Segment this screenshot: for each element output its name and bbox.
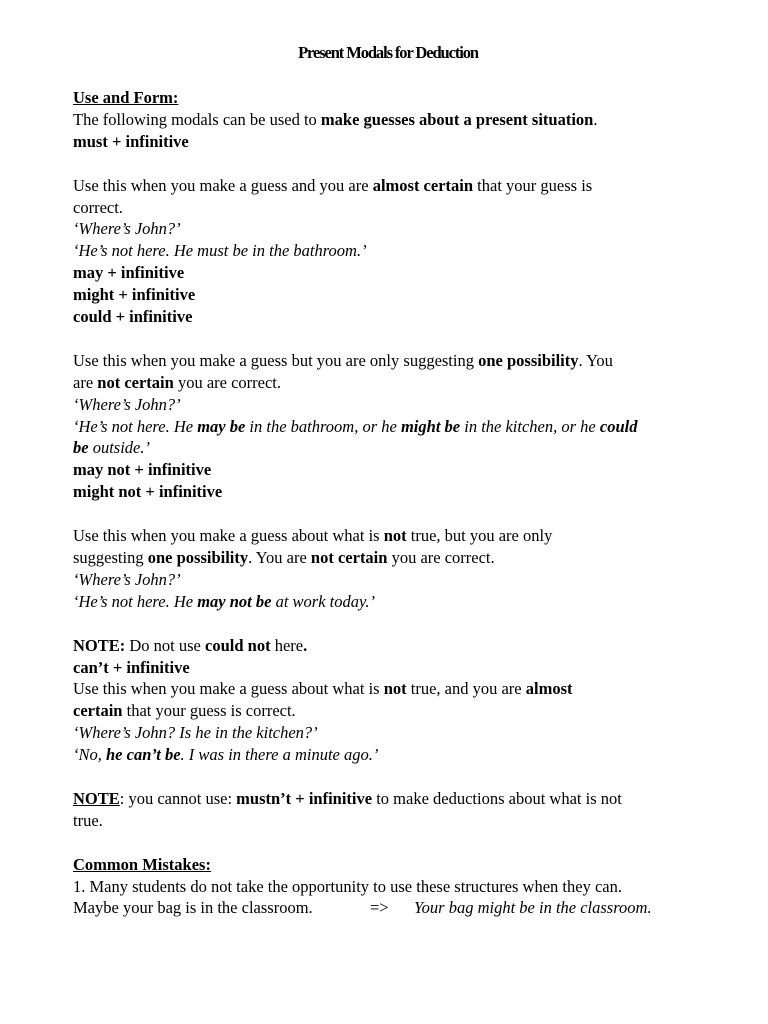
spacer [73, 766, 703, 788]
may-ex-b1: may be [197, 416, 246, 436]
use-form-intro [73, 109, 703, 131]
cant-ex-bold: he can’t be [106, 745, 181, 765]
may-description-line2 [73, 372, 703, 394]
must-example-question: ‘Where’s John?’ [73, 219, 181, 239]
must-example-answer: ‘He’s not here. He must be in the bathroom.’ [73, 241, 367, 261]
must-desc-post: that your guess is [473, 175, 593, 195]
may-not-d1-pre: Use this when you make a guess about what is [73, 526, 384, 546]
document-page [73, 40, 703, 919]
spacer [73, 503, 703, 525]
may-example-answer [73, 416, 703, 438]
may-not-form-heading: may not + infinitive [73, 460, 212, 480]
cant-description-line2 [73, 700, 703, 722]
spacer [73, 153, 703, 175]
note2-bold: mustn’t + infinitive [236, 788, 373, 808]
may-not-ex-post: at work today.’ [271, 591, 376, 611]
note-mustnt [73, 788, 703, 810]
must-description [73, 175, 703, 197]
mistake-item-1: 1. Many students do not take the opportunity to use these structures when they can. [73, 876, 622, 896]
may-not-ex-bold: may not be [197, 591, 272, 611]
note2-t1: : you cannot use: [119, 788, 237, 808]
cant-ex-pre: ‘No, [73, 745, 106, 765]
common-mistakes-heading [73, 854, 703, 876]
note2-t2: to make deductions about what is not [372, 788, 622, 808]
cant-example-question: ‘Where’s John? Is he in the kitchen?’ [73, 723, 318, 743]
may-ex-t1: ‘He’s not here. He [73, 416, 198, 436]
intro-text-bold: make guesses about a present situation [320, 109, 594, 129]
may-desc2-post: you are correct. [173, 372, 281, 392]
may-desc-pre: Use this when you make a guess but you are only suggesting [73, 350, 479, 370]
cant-d1-bold2: almost [525, 679, 573, 699]
use-form-heading-text: Use and Form: [73, 88, 179, 107]
note2-label: NOTE [73, 788, 120, 808]
could-form-heading: could + infinitive [73, 307, 193, 327]
cant-d2-bold: certain [73, 701, 123, 721]
might-not-form-heading: might not + infinitive [73, 482, 223, 502]
may-ex2-text: outside.’ [88, 438, 150, 458]
must-form-heading: must + infinitive [73, 131, 189, 151]
may-ex-t3: in the kitchen, or he [460, 416, 600, 436]
cant-d1-bold1: not [383, 679, 407, 699]
may-not-description-line2 [73, 547, 703, 569]
mistake-example-row [73, 897, 703, 919]
may-not-description [73, 525, 703, 547]
may-description [73, 350, 703, 372]
spacer [73, 832, 703, 854]
cant-form-heading: can’t + infinitive [73, 657, 190, 677]
note1-t2: here [270, 635, 304, 655]
may-desc2-bold: not certain [97, 372, 174, 392]
may-example-question: ‘Where’s John?’ [73, 394, 181, 414]
note1-label: NOTE: [73, 635, 126, 655]
may-desc-post: . You [578, 350, 613, 370]
may-not-d2-post: you are correct. [387, 547, 495, 567]
note1-bold: could not [205, 635, 271, 655]
may-not-d2-bold1: one possibility [147, 547, 249, 567]
intro-text-pre: The following modals can be used to [73, 109, 321, 129]
note1-dot: . [303, 635, 308, 655]
might-form-heading: might + infinitive [73, 285, 196, 305]
note-mustnt-line2: true. [73, 810, 103, 830]
may-form-heading: may + infinitive [73, 263, 185, 283]
may-ex-b2: might be [400, 416, 461, 436]
must-description-line2: correct. [73, 197, 123, 217]
cant-d1-mid: true, and you are [406, 679, 526, 699]
arrow-icon: => [370, 898, 389, 918]
may-not-d2-bold2: not certain [310, 547, 388, 567]
may-not-ex-pre: ‘He’s not here. He [73, 591, 198, 611]
cant-description [73, 678, 703, 700]
may-desc2-pre: are [73, 372, 98, 392]
spacer [73, 328, 703, 350]
cant-ex-post: . I was in there a minute ago.’ [180, 745, 379, 765]
cant-d1-pre: Use this when you make a guess about what is [73, 679, 384, 699]
cant-example-answer [73, 744, 703, 766]
may-ex2-bold: be [73, 438, 89, 458]
may-ex-b3: could [599, 416, 638, 436]
may-not-d1-post: true, but you are only [406, 526, 553, 546]
cant-d2-post: that your guess is correct. [122, 701, 296, 721]
use-form-heading [73, 87, 703, 109]
page-title: Present Modals for Deduction [298, 43, 478, 62]
must-desc-bold: almost certain [372, 175, 474, 195]
may-not-d2-mid: . You are [248, 547, 311, 567]
note-could-not [73, 635, 703, 657]
may-not-d2-pre: suggesting [73, 547, 148, 567]
spacer [73, 613, 703, 635]
intro-text-post: . [593, 109, 598, 129]
common-mistakes-heading-text: Common Mistakes: [73, 854, 211, 874]
may-not-example-answer [73, 591, 703, 613]
may-desc-bold: one possibility [478, 350, 579, 370]
may-ex-t2: in the bathroom, or he [245, 416, 401, 436]
must-desc-pre: Use this when you make a guess and you are [73, 175, 373, 195]
mistake-example-correct: Your bag might be in the classroom. [414, 898, 652, 918]
note1-t1: Do not use [125, 635, 206, 655]
mistake-example-wrong: Maybe your bag is in the classroom. [73, 898, 313, 918]
may-not-example-question: ‘Where’s John?’ [73, 569, 181, 589]
may-not-d1-bold: not [383, 526, 407, 546]
may-example-answer-line2 [73, 437, 703, 459]
